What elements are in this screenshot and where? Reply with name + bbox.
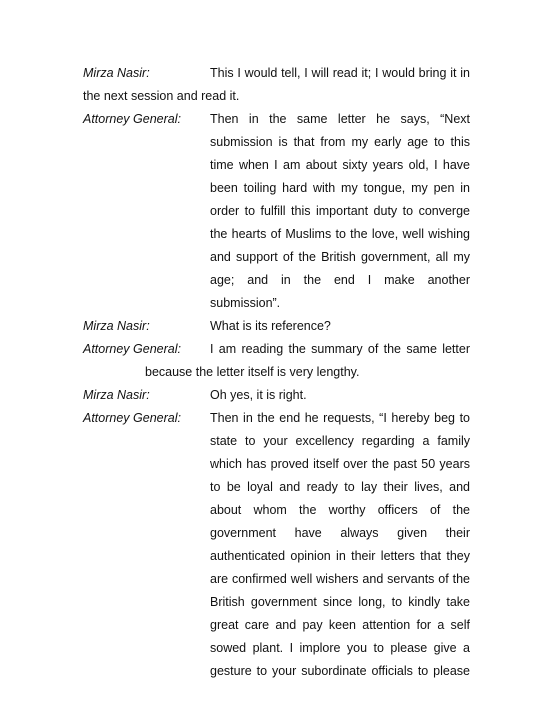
dialogue-line: sowed plant. I implore you to please give a xyxy=(210,641,470,655)
dialogue-line: What is its reference? xyxy=(210,319,331,333)
dialogue-line: and support of the British government, all my xyxy=(210,250,470,264)
dialogue-line: submission is that from my early age to this xyxy=(210,135,470,149)
dialogue-line: This I would tell, I will read it; I would bring it in xyxy=(210,66,470,80)
dialogue-line: gesture to your subordinate officials to please xyxy=(210,664,470,678)
dialogue-line: about whom the worthy officers of the xyxy=(210,503,470,517)
dialogue-line: time when I am about sixty years old, I have xyxy=(210,158,470,172)
dialogue-line: Then in the same letter he says, “Next xyxy=(210,112,470,126)
dialogue-line: to be loyal and ready to lay their lives, and xyxy=(210,480,470,494)
dialogue-line: are confirmed well wishers and servants of the xyxy=(210,572,470,586)
dialogue-line: the next session and read it. xyxy=(83,89,240,103)
dialogue-line: age; and in the end I make another xyxy=(210,273,470,287)
speaker-label: Attorney General: xyxy=(83,411,181,425)
dialogue-line: Then in the end he requests, “I hereby beg to xyxy=(210,411,470,425)
speaker-label: Mirza Nasir: xyxy=(83,66,150,80)
dialogue-line: submission”. xyxy=(210,296,281,310)
dialogue-line: which has proved itself over the past 50 years xyxy=(210,457,470,471)
dialogue-line: government have always given their xyxy=(210,526,470,540)
dialogue-line: the hearts of Muslims to the love, well wishing xyxy=(210,227,470,241)
dialogue-line: been toiling hard with my tongue, my pen in xyxy=(210,181,470,195)
speaker-label: Attorney General: xyxy=(83,342,181,356)
dialogue-line: because the letter itself is very lengthy. xyxy=(145,365,360,379)
dialogue-line: British government since long, to kindly take xyxy=(210,595,470,609)
dialogue-line: authenticated opinion in their letters that they xyxy=(210,549,470,563)
speaker-label: Mirza Nasir: xyxy=(83,319,150,333)
speaker-label: Attorney General: xyxy=(83,112,181,126)
dialogue-line: I am reading the summary of the same letter xyxy=(210,342,470,356)
dialogue-line: state to your excellency regarding a family xyxy=(210,434,470,448)
speaker-label: Mirza Nasir: xyxy=(83,388,150,402)
dialogue-line: Oh yes, it is right. xyxy=(210,388,307,402)
dialogue-line: great care and pay keen attention for a self xyxy=(210,618,470,632)
dialogue-line: order to fulfill this important duty to converge xyxy=(210,204,470,218)
